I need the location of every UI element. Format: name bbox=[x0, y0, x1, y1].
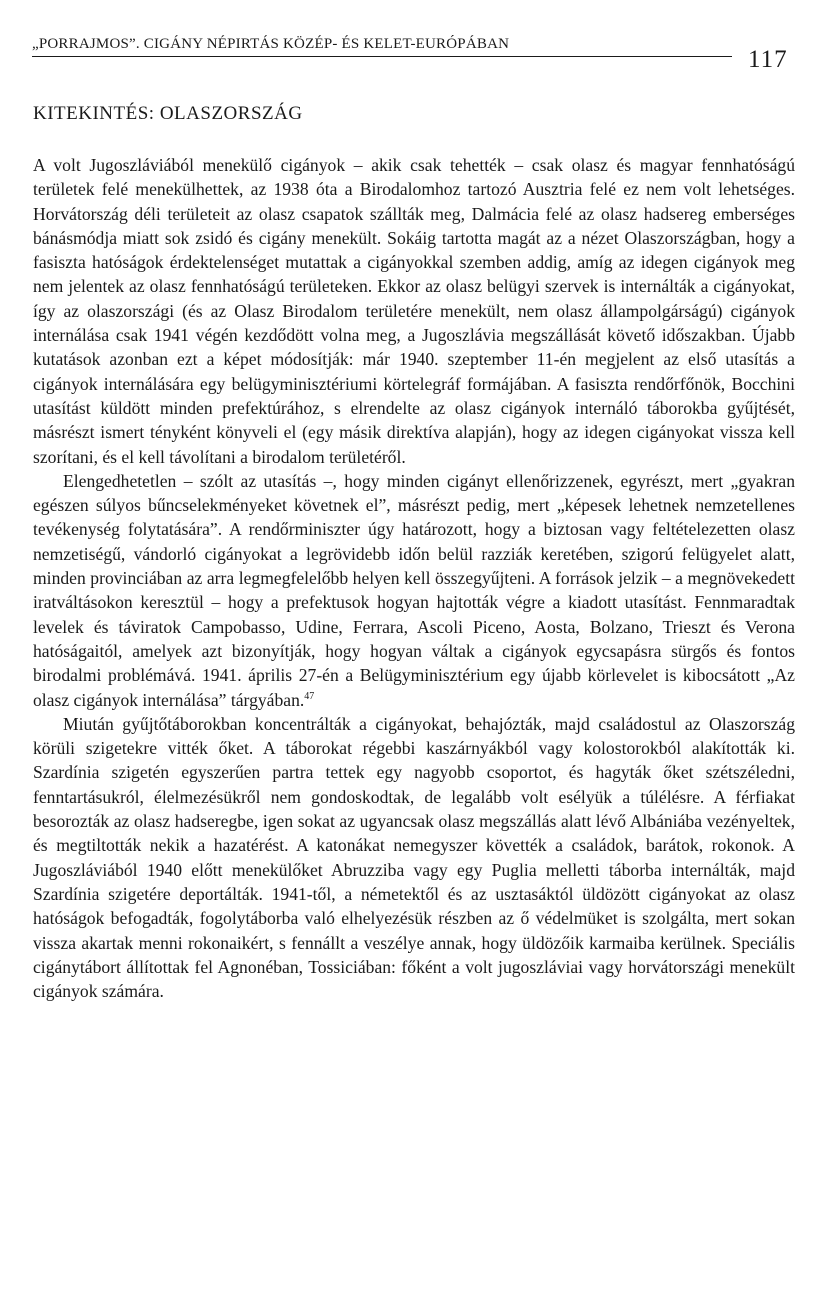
paragraph-text: A volt Jugoszláviából menekülő cigányok – akik csak tehették – csak olasz és magyar fennhatóságú területek felé menekülhettek, az 1938 óta a Birodalomhoz tartozó Ausztria felé ez nem volt lehetséges. Horvátország déli területeit az olasz csapatok szállták meg, Dalmácia felé az olasz hadsereg emberséges bánásmódja miatt sok zsidó és cigány menekült. Sokáig tartotta magát az a nézet Olaszországban, hogy a fasiszta hatóságok érdektelenséget mutattak a cigányokkal szemben addig, amíg az idegen cigányok meg nem jelentek az olasz fennhatóságú területeken. Ekkor az olasz belügyi szervek is internálták a cigányokat, így az olaszországi (és az Olasz Birodalom területére menekült, nem olasz állampolgárságú) cigányok internálása csak 1941 végén kezdődött volna meg, a Jugoszlávia megszállását követő időszakban. Újabb kutatások azonban ezt a képet módosítják: már 1940. szeptember 11-én megjelent az első utasítás a cigányok internálására egy belügyminisztériumi körtelegráf formájában. A fasiszta rendőrfőnök, Bocchini utasítást küldött minden prefektúrához, s elrendelte az olasz cigányok internáló táborokba gyűjtését, másrészt ismert tényként könyveli el (egy másik direktíva alapján), hogy az idegen cigányokat vissza kell szorítani, és el kell távolítani a birodalom területéről. bbox=[33, 155, 795, 467]
paragraph-text: Elengedhetetlen – szólt az utasítás –, hogy minden cigányt ellenőrizzenek, egyrészt, mert „gyakran egészen súlyos bűncselekményeket követnek el”, másrészt pedig, mert „képesek lehetnek nemzetellenes tevékenység folytatására”. A rendőrminiszter úgy határozott, hogy a biztosan vagy feltételezetten olasz nemzetiségű, vándorló cigányokat a legrövidebb időn belül razziák keretében, szigorú felügyelet alatt, minden provinciában az arra legmegfelelőbb helyen kell összegyűjteni. A források jelzik – a megnövekedett iratváltásokon keresztül – hogy a prefektusok hogyan hajtották végre a kiadott utasítást. Fennmaradtak levelek és táviratok Campobasso, Udine, Ferrara, Ascoli Piceno, Aosta, Bolzano, Trieszt és Verona hatóságaitól, amelyek azt bizonyítják, hogy hogyan váltak a cigányok egycsapásra sürgős és fontos birodalmi problémává. 1941. április 27-én a Belügyminisztérium egy újabb körlevelet is kibocsátott „Az olasz cigányok internálása” tárgyában. bbox=[33, 470, 795, 710]
paragraph bbox=[33, 469, 795, 712]
paragraph-text: Miután gyűjtőtáborokban koncentrálták a cigányokat, behajózták, majd családostul az Olaszország körüli szigetekre vitték őket. A táborokat régebbi kaszárnyákból vagy kolostorokból alakították ki. Szardínia szigetén egyszerűen partra tettek egy nagyobb csoportot, és hagyták őket szétszéledni, fenntartásukról, élelmezésükről nem gondoskodtak, de legalább volt esélyük a túlélésre. A férfiakat besorozták az olasz hadseregbe, igen sokat az ugyancsak olasz megszállás alatt lévő Albániába vezényeltek, és megtiltották nekik a hazatérést. A katonákat nemegyszer követték a családok, barátok, rokonok. A Jugoszláviából 1940 előtt menekülőket Abruzziba vagy egy Puglia melletti táborba internálták, majd Szardínia szigetére deportálták. 1941-től, a németektől és az usztasáktól üldözött cigányokat az olasz hatóságok befogadták, fogolytáborba való elhelyezésük részben az ő védelmüket is szolgálta, mert sokan vissza akartak menni rokonaikért, s fennállt a veszélye annak, hogy üldözőik karmaiba kerülnek. Speciális cigánytábort állítottak fel Agnonéban, Tossiciában: főként a volt jugoszláviai vagy horvátországi menekült cigányok számára. bbox=[33, 713, 795, 1002]
footnote-reference[interactable]: 47 bbox=[304, 690, 315, 702]
page-number: 117 bbox=[748, 46, 788, 73]
body-text bbox=[33, 153, 795, 1003]
running-head: „PORRAJMOS”. CIGÁNY NÉPIRTÁS KÖZÉP- ÉS KELET-EURÓPÁBAN bbox=[32, 36, 732, 57]
section-heading: KITEKINTÉS: OLASZORSZÁG bbox=[33, 103, 303, 124]
paragraph bbox=[33, 712, 795, 1004]
paragraph bbox=[33, 153, 795, 469]
